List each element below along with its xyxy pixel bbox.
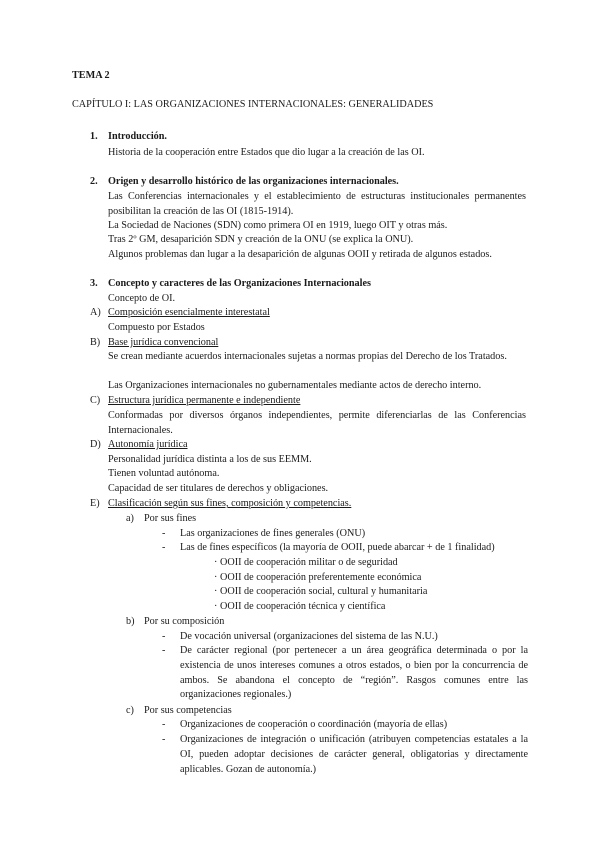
- bullet-marker: ·: [214, 601, 218, 612]
- dash-marker: -: [162, 719, 166, 730]
- item-d-text: Tienen voluntad autónoma.: [108, 468, 220, 479]
- item-c-heading: Estructura jurídica permanente e independiente: [108, 395, 301, 406]
- section-2-number: 2.: [90, 176, 98, 187]
- section-3-heading: Concepto y caracteres de las Organizaciones Internacionales: [108, 278, 371, 289]
- item-d-text: Capacidad de ser titulares de derechos y obligaciones.: [108, 483, 329, 494]
- dash-marker: -: [162, 734, 166, 745]
- bullet-item: OOII de cooperación militar o de seguridad: [220, 557, 398, 568]
- item-a-heading: Composición esencialmente interestatal: [108, 307, 270, 318]
- document-title: TEMA 2: [72, 70, 110, 81]
- sub-b-heading: Por su composición: [144, 616, 225, 627]
- sub-a-item: Las organizaciones de fines generales (ONU): [180, 528, 366, 539]
- chapter-heading: CAPÍTULO I: LAS ORGANIZACIONES INTERNACIONALES: GENERALIDADES: [72, 99, 434, 110]
- dash-marker: -: [162, 542, 166, 553]
- bullet-marker: ·: [214, 586, 218, 597]
- bullet-marker: ·: [214, 557, 218, 568]
- item-b-text: Las Organizaciones internacionales no gubernamentales mediante actos de derecho interno.: [108, 380, 482, 391]
- section-3-number: 3.: [90, 278, 98, 289]
- item-b-heading: Base jurídica convencional: [108, 337, 219, 348]
- section-1-heading: Introducción.: [108, 131, 167, 142]
- section-2-paragraph: Tras 2º GM, desaparición SDN y creación de la ONU (se explica la ONU).: [108, 234, 414, 245]
- sub-a-heading: Por sus fines: [144, 513, 197, 524]
- item-d-letter: D): [90, 439, 101, 450]
- item-d-heading: Autonomía jurídica: [108, 439, 188, 450]
- bullet-item: OOII de cooperación social, cultural y humanitaria: [220, 586, 428, 597]
- sub-c-item: Organizaciones de cooperación o coordinación (mayoría de ellas): [180, 719, 448, 730]
- bullet-item: OOII de cooperación técnica y científica: [220, 601, 386, 612]
- sub-c-item: Organizaciones de integración o unificación (atribuyen competencias estatales a la OI, pueden adoptar decisiones de carácter general, obligatorias y directamente aplicables. Gozan de autonomía.): [180, 734, 528, 775]
- item-d-text: Personalidad jurídica distinta a los de sus EEMM.: [108, 454, 312, 465]
- sub-c-heading: Por sus competencias: [144, 705, 232, 716]
- item-a-text: Compuesto por Estados: [108, 322, 205, 333]
- bullet-item: OOII de cooperación preferentemente económica: [220, 572, 422, 583]
- section-2-paragraph: Las Conferencias internacionales y el establecimiento de estructuras institucionales permanentes posibilitan la creación de las OI (1815-1914).: [108, 191, 526, 217]
- dash-marker: -: [162, 645, 166, 656]
- sub-a-letter: a): [126, 513, 134, 524]
- sub-b-item: De carácter regional (por pertenecer a un área geográfica determinada o por la existencia de unos intereses comunes a otros estados, o bien por la concurrencia de ambos. Se abandona el concepto de “región”. Rasgos comunes entre las organizaciones regionales.): [180, 645, 528, 701]
- dash-marker: -: [162, 631, 166, 642]
- bullet-marker: ·: [214, 572, 218, 583]
- item-e-heading: Clasificación según sus fines, composición y competencias.: [108, 498, 352, 509]
- section-1-text: Historia de la cooperación entre Estados que dio lugar a la creación de las OI.: [108, 147, 425, 158]
- section-3-intro: Concepto de OI.: [108, 293, 176, 304]
- item-e-letter: E): [90, 498, 100, 509]
- sub-c-letter: c): [126, 705, 134, 716]
- item-b-text: Se crean mediante acuerdos internacionales sujetas a normas propias del Derecho de los Tratados.: [108, 351, 507, 362]
- section-2-paragraph: La Sociedad de Naciones (SDN) como primera OI en 1919, luego OIT y otras más.: [108, 220, 448, 231]
- item-c-letter: C): [90, 395, 101, 406]
- sub-b-letter: b): [126, 616, 135, 627]
- section-2-paragraph: Algunos problemas dan lugar a la desaparición de algunas OOII y retirada de algunos estados.: [108, 249, 492, 260]
- item-c-text: Conformadas por diversos órganos independientes, permite diferenciarlas de las Conferencias Internacionales.: [108, 410, 526, 436]
- item-a-letter: A): [90, 307, 101, 318]
- section-2-heading: Origen y desarrollo histórico de las organizaciones internacionales.: [108, 176, 399, 187]
- section-1-number: 1.: [90, 131, 98, 142]
- dash-marker: -: [162, 528, 166, 539]
- sub-a-item: Las de fines específicos (la mayoría de OOII, puede abarcar + de 1 finalidad): [180, 542, 495, 553]
- item-b-letter: B): [90, 337, 101, 348]
- sub-b-item: De vocación universal (organizaciones del sistema de las N.U.): [180, 631, 438, 642]
